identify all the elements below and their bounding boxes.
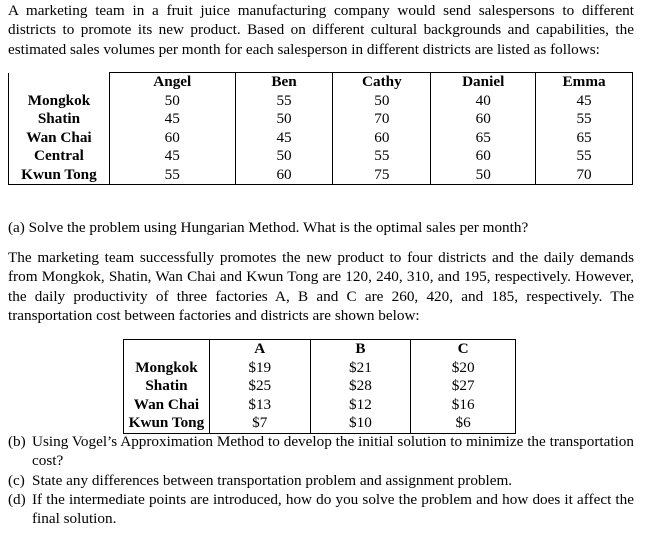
intro-paragraph: A marketing team in a fruit juice manufacturing company would send salespersons to different districts to promote its new product. Based on different cultural backgrounds and capabilities, the estimated sales volumes per month for each salesperson in different districts are listed as follows: [8, 2, 634, 58]
question-label: (c) [8, 471, 25, 489]
sales-col-header: Angel [109, 73, 235, 92]
cost-cell: $13 [209, 396, 310, 415]
table-row [9, 129, 633, 148]
sales-cell: 55 [576, 110, 592, 127]
cost-row-header: Shatin [124, 377, 210, 396]
sales-cell: 70 [576, 165, 592, 183]
cost-table-header-row [124, 340, 516, 359]
cost-cell: $10 [310, 414, 411, 433]
sales-cell: 65 [431, 129, 536, 148]
question-label: (b) [8, 433, 26, 450]
sales-volume-table [8, 72, 633, 185]
sales-col-header: Cathy [333, 73, 431, 92]
cost-table-corner [124, 340, 210, 359]
cost-cell: $6 [455, 414, 471, 431]
sales-cell: 50 [431, 166, 536, 185]
sales-cell: 50 [235, 110, 333, 129]
question-list [8, 432, 634, 528]
list-item [8, 490, 634, 529]
cost-cell: $28 [310, 377, 411, 396]
question-text: State any differences between transportation problem and assignment problem. [32, 471, 513, 489]
sales-row-header: Kwun Tong [9, 166, 110, 185]
sales-row-header: Shatin [9, 110, 110, 129]
sales-table-header-row [9, 73, 633, 92]
table-row [9, 166, 633, 185]
table-row [9, 147, 633, 166]
table-row [124, 414, 516, 433]
sales-cell: 55 [235, 92, 333, 111]
transport-cost-table [123, 339, 516, 434]
cost-cell: $21 [310, 359, 411, 378]
list-item [8, 432, 634, 471]
sales-cell: 60 [431, 110, 536, 129]
sales-cell: 60 [333, 129, 431, 148]
sales-cell: 60 [109, 129, 235, 148]
cost-col-header: C [457, 340, 469, 357]
cost-cell: $12 [310, 396, 411, 415]
sales-row-header: Central [9, 147, 110, 166]
transport-paragraph: The marketing team successfully promotes the new product to four districts and the daily demands from Mongkok, Shatin, Wan Chai and Kwun Tong are 120, 240, 310, and 195, respectively. However, the daily productivity of three factories A, B and C are 260, 420, and 185, respectively. The transportation cost between factories and districts are shown below: [8, 249, 634, 324]
sales-cell: 55 [109, 166, 235, 185]
cost-cell: $20 [451, 358, 475, 376]
sales-table-corner [9, 73, 110, 92]
sales-cell: 60 [431, 147, 536, 166]
sales-cell: 75 [333, 166, 431, 185]
sales-cell: 45 [109, 110, 235, 129]
sales-col-header: Emma [536, 73, 633, 92]
cost-row-header: Mongkok [124, 359, 210, 378]
question-a: (a) Solve the problem using Hungarian Method. What is the optimal sales per month? [8, 219, 529, 236]
table-row [9, 110, 633, 129]
sales-col-header: Daniel [431, 73, 536, 92]
list-item [8, 471, 634, 490]
sales-cell: 55 [576, 147, 592, 164]
sales-cell: 40 [431, 92, 536, 111]
table-row [9, 92, 633, 111]
cost-cell: $16 [451, 395, 475, 413]
cost-cell: $25 [209, 377, 310, 396]
sales-cell: 45 [235, 129, 333, 148]
sales-row-header: Wan Chai [9, 129, 110, 148]
cost-col-header: A [209, 340, 310, 359]
cost-cell: $19 [209, 359, 310, 378]
sales-cell: 50 [235, 147, 333, 166]
sales-row-header: Mongkok [9, 92, 110, 111]
table-row [124, 396, 516, 415]
table-row [124, 359, 516, 378]
sales-cell: 60 [235, 166, 333, 185]
cost-col-header: B [310, 340, 411, 359]
sales-cell: 50 [333, 92, 431, 111]
cost-cell: $27 [451, 377, 475, 394]
sales-cell: 45 [109, 147, 235, 166]
sales-cell: 50 [109, 92, 235, 111]
table-row [124, 377, 516, 396]
sales-col-header: Ben [235, 73, 333, 92]
cost-cell: $7 [209, 414, 310, 433]
question-label: (d) [8, 490, 26, 508]
sales-cell: 70 [333, 110, 431, 129]
question-text: Using Vogel’s Approximation Method to develop the initial solution to minimize the transportation cost? [32, 433, 634, 470]
sales-cell: 55 [333, 147, 431, 166]
cost-row-header: Kwun Tong [124, 414, 210, 433]
question-text: If the intermediate points are introduced, how do you solve the problem and how does it affect the final solution. [32, 490, 634, 528]
cost-row-header: Wan Chai [124, 396, 210, 415]
sales-cell: 65 [576, 128, 592, 146]
sales-cell: 45 [576, 91, 592, 109]
